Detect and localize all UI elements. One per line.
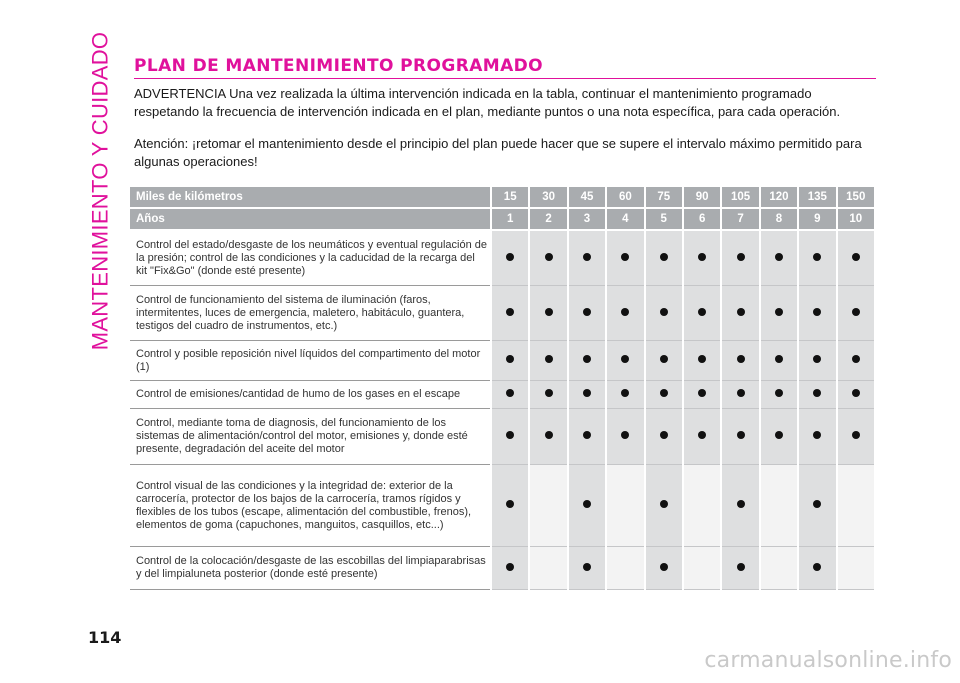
bullet-dot-icon	[660, 500, 668, 508]
years-header-cell: 10	[838, 209, 874, 231]
title-underline	[134, 78, 876, 79]
bullet-dot-icon	[583, 563, 591, 571]
interval-cell-marked	[607, 381, 643, 409]
bullet-dot-icon	[506, 563, 514, 571]
interval-cell-marked	[684, 231, 720, 286]
bullet-dot-icon	[621, 389, 629, 397]
table-row	[130, 547, 874, 590]
bullet-dot-icon	[583, 389, 591, 397]
interval-cell-marked	[569, 341, 605, 381]
bullet-dot-icon	[813, 431, 821, 439]
interval-cell-marked	[646, 409, 682, 465]
interval-cell-empty	[530, 547, 566, 590]
interval-cell-marked	[799, 381, 835, 409]
bullet-dot-icon	[775, 355, 783, 363]
operation-description: Control visual de las condiciones y la integridad de: exterior de la carrocería, protector de los bajos de la carrocería, tramos rígidos y flexibles de los tubos (escape, alimentación del combustible, frenos), elementos de goma (capuchones, manguitos, casquillos, etc...)	[130, 465, 490, 547]
bullet-dot-icon	[775, 389, 783, 397]
operation-description: Control del estado/desgaste de los neumáticos y eventual regulación de la presión; control de las condiciones y la caducidad de la recarga del kit "Fix&Go" (donde esté presente)	[130, 231, 490, 286]
years-header-cell: 7	[722, 209, 758, 231]
interval-cell-marked	[607, 231, 643, 286]
bullet-dot-icon	[621, 253, 629, 261]
years-header-cell: 6	[684, 209, 720, 231]
km-header-cell: 135	[799, 187, 835, 209]
bullet-dot-icon	[775, 308, 783, 316]
interval-cell-marked	[492, 465, 528, 547]
chapter-side-title	[82, 31, 118, 351]
interval-cell-marked	[722, 341, 758, 381]
interval-cell-marked	[722, 286, 758, 341]
interval-cell-marked	[530, 409, 566, 465]
bullet-dot-icon	[698, 253, 706, 261]
bullet-dot-icon	[660, 308, 668, 316]
bullet-dot-icon	[813, 253, 821, 261]
interval-cell-marked	[722, 547, 758, 590]
interval-cell-marked	[684, 409, 720, 465]
bullet-dot-icon	[813, 355, 821, 363]
table-row	[130, 409, 874, 465]
bullet-dot-icon	[545, 253, 553, 261]
bullet-dot-icon	[506, 253, 514, 261]
interval-cell-marked	[492, 547, 528, 590]
interval-cell-marked	[684, 381, 720, 409]
interval-cell-marked	[799, 547, 835, 590]
section-title: PLAN DE MANTENIMIENTO PROGRAMADO	[134, 56, 543, 76]
watermark: carmanualsonline.info	[704, 648, 952, 673]
interval-cell-marked	[761, 231, 797, 286]
km-header-cell: 60	[607, 187, 643, 209]
bullet-dot-icon	[852, 308, 860, 316]
years-header-label: Años	[130, 209, 490, 231]
interval-cell-marked	[607, 286, 643, 341]
interval-cell-marked	[646, 286, 682, 341]
km-header-cell: 105	[722, 187, 758, 209]
km-header-cell: 90	[684, 187, 720, 209]
interval-cell-marked	[761, 381, 797, 409]
interval-cell-marked	[838, 381, 874, 409]
bullet-dot-icon	[583, 431, 591, 439]
interval-cell-marked	[646, 341, 682, 381]
interval-cell-marked	[799, 465, 835, 547]
interval-cell-marked	[646, 381, 682, 409]
table-row	[130, 381, 874, 409]
interval-cell-marked	[569, 381, 605, 409]
bullet-dot-icon	[506, 389, 514, 397]
interval-cell-marked	[799, 286, 835, 341]
years-header-cell: 5	[646, 209, 682, 231]
years-header-cell: 9	[799, 209, 835, 231]
years-header-cell: 4	[607, 209, 643, 231]
interval-cell-marked	[799, 341, 835, 381]
interval-cell-marked	[722, 231, 758, 286]
maintenance-table-body	[130, 231, 874, 590]
bullet-dot-icon	[698, 308, 706, 316]
interval-cell-marked	[530, 341, 566, 381]
interval-cell-empty	[761, 547, 797, 590]
interval-cell-empty	[607, 465, 643, 547]
table-row	[130, 231, 874, 286]
interval-cell-empty	[607, 547, 643, 590]
interval-cell-marked	[838, 341, 874, 381]
operation-description: Control de emisiones/cantidad de humo de los gases en el escape	[130, 381, 490, 409]
km-header-cell: 15	[492, 187, 528, 209]
bullet-dot-icon	[545, 431, 553, 439]
interval-cell-marked	[492, 231, 528, 286]
interval-cell-marked	[492, 286, 528, 341]
interval-cell-marked	[569, 231, 605, 286]
bullet-dot-icon	[737, 563, 745, 571]
bullet-dot-icon	[737, 253, 745, 261]
bullet-dot-icon	[813, 563, 821, 571]
bullet-dot-icon	[660, 253, 668, 261]
bullet-dot-icon	[506, 355, 514, 363]
operation-description: Control y posible reposición nivel líquidos del compartimento del motor (1)	[130, 341, 490, 381]
bullet-dot-icon	[737, 431, 745, 439]
years-header-cell: 1	[492, 209, 528, 231]
bullet-dot-icon	[583, 355, 591, 363]
interval-cell-marked	[492, 341, 528, 381]
operation-description: Control, mediante toma de diagnosis, del funcionamiento de los sistemas de alimentación/control del motor, emisiones y, donde esté presente, degradación del aceite del motor	[130, 409, 490, 465]
table-row	[130, 341, 874, 381]
bullet-dot-icon	[621, 308, 629, 316]
bullet-dot-icon	[737, 500, 745, 508]
interval-cell-marked	[646, 231, 682, 286]
bullet-dot-icon	[698, 431, 706, 439]
interval-cell-marked	[684, 286, 720, 341]
interval-cell-marked	[530, 381, 566, 409]
km-header-row	[130, 187, 874, 209]
years-header-cell: 8	[761, 209, 797, 231]
bullet-dot-icon	[852, 389, 860, 397]
interval-cell-marked	[838, 409, 874, 465]
interval-cell-marked	[684, 341, 720, 381]
page-number: 114	[88, 628, 122, 647]
bullet-dot-icon	[660, 389, 668, 397]
km-header-cell: 75	[646, 187, 682, 209]
years-header-row	[130, 209, 874, 231]
bullet-dot-icon	[583, 253, 591, 261]
interval-cell-marked	[722, 409, 758, 465]
interval-cell-marked	[722, 465, 758, 547]
interval-cell-marked	[607, 341, 643, 381]
bullet-dot-icon	[506, 308, 514, 316]
bullet-dot-icon	[545, 308, 553, 316]
interval-cell-marked	[607, 409, 643, 465]
bullet-dot-icon	[698, 355, 706, 363]
maintenance-table	[128, 187, 876, 590]
interval-cell-marked	[569, 286, 605, 341]
attention-paragraph: Atención: ¡retomar el mantenimiento desde el principio del plan puede hacer que se supere el intervalo máximo permitido para algunas operaciones!	[134, 136, 862, 169]
bullet-dot-icon	[660, 355, 668, 363]
interval-cell-marked	[569, 465, 605, 547]
km-header-cell: 120	[761, 187, 797, 209]
interval-cell-marked	[838, 286, 874, 341]
interval-cell-marked	[838, 231, 874, 286]
bullet-dot-icon	[545, 389, 553, 397]
operation-description: Control de funcionamiento del sistema de iluminación (faros, intermitentes, luces de emergencia, maletero, habitáculo, guantera, testigos del cuadro de instrumentos, etc.)	[130, 286, 490, 341]
bullet-dot-icon	[660, 563, 668, 571]
bullet-dot-icon	[813, 308, 821, 316]
interval-cell-marked	[646, 465, 682, 547]
interval-cell-marked	[761, 409, 797, 465]
interval-cell-marked	[569, 547, 605, 590]
km-header-label: Miles de kilómetros	[130, 187, 490, 209]
interval-cell-marked	[799, 231, 835, 286]
bullet-dot-icon	[813, 389, 821, 397]
bullet-dot-icon	[852, 253, 860, 261]
bullet-dot-icon	[545, 355, 553, 363]
bullet-dot-icon	[698, 389, 706, 397]
bullet-dot-icon	[583, 308, 591, 316]
interval-cell-empty	[838, 547, 874, 590]
bullet-dot-icon	[583, 500, 591, 508]
interval-cell-marked	[530, 231, 566, 286]
bullet-dot-icon	[621, 431, 629, 439]
interval-cell-empty	[838, 465, 874, 547]
interval-cell-marked	[569, 409, 605, 465]
interval-cell-marked	[492, 381, 528, 409]
bullet-dot-icon	[506, 500, 514, 508]
bullet-dot-icon	[660, 431, 668, 439]
operation-description: Control de la colocación/desgaste de las escobillas del limpiaparabrisas y del limpialuneta posterior (donde esté presente)	[130, 547, 490, 590]
interval-cell-empty	[684, 465, 720, 547]
years-header-cell: 2	[530, 209, 566, 231]
interval-cell-marked	[761, 341, 797, 381]
warning-paragraph: ADVERTENCIA Una vez realizada la última intervención indicada en la tabla, continuar el mantenimiento programado respetando la frecuencia de intervención indicada en el plan, mediante puntos o una nota específica, para cada operación.	[134, 86, 841, 119]
interval-cell-marked	[646, 547, 682, 590]
km-header-cell: 30	[530, 187, 566, 209]
interval-cell-empty	[761, 465, 797, 547]
bullet-dot-icon	[775, 253, 783, 261]
bullet-dot-icon	[621, 355, 629, 363]
bullet-dot-icon	[813, 500, 821, 508]
km-header-cell: 150	[838, 187, 874, 209]
bullet-dot-icon	[852, 431, 860, 439]
years-header-cell: 3	[569, 209, 605, 231]
interval-cell-marked	[761, 286, 797, 341]
table-row	[130, 465, 874, 547]
interval-cell-marked	[722, 381, 758, 409]
bullet-dot-icon	[775, 431, 783, 439]
bullet-dot-icon	[737, 308, 745, 316]
bullet-dot-icon	[737, 389, 745, 397]
bullet-dot-icon	[852, 355, 860, 363]
interval-cell-empty	[684, 547, 720, 590]
bullet-dot-icon	[737, 355, 745, 363]
bullet-dot-icon	[506, 431, 514, 439]
interval-cell-empty	[530, 465, 566, 547]
interval-cell-marked	[799, 409, 835, 465]
interval-cell-marked	[492, 409, 528, 465]
interval-cell-marked	[530, 286, 566, 341]
chapter-side-title-text: MANTENIMIENTO Y CUIDADO	[87, 31, 113, 351]
table-row	[130, 286, 874, 341]
km-header-cell: 45	[569, 187, 605, 209]
